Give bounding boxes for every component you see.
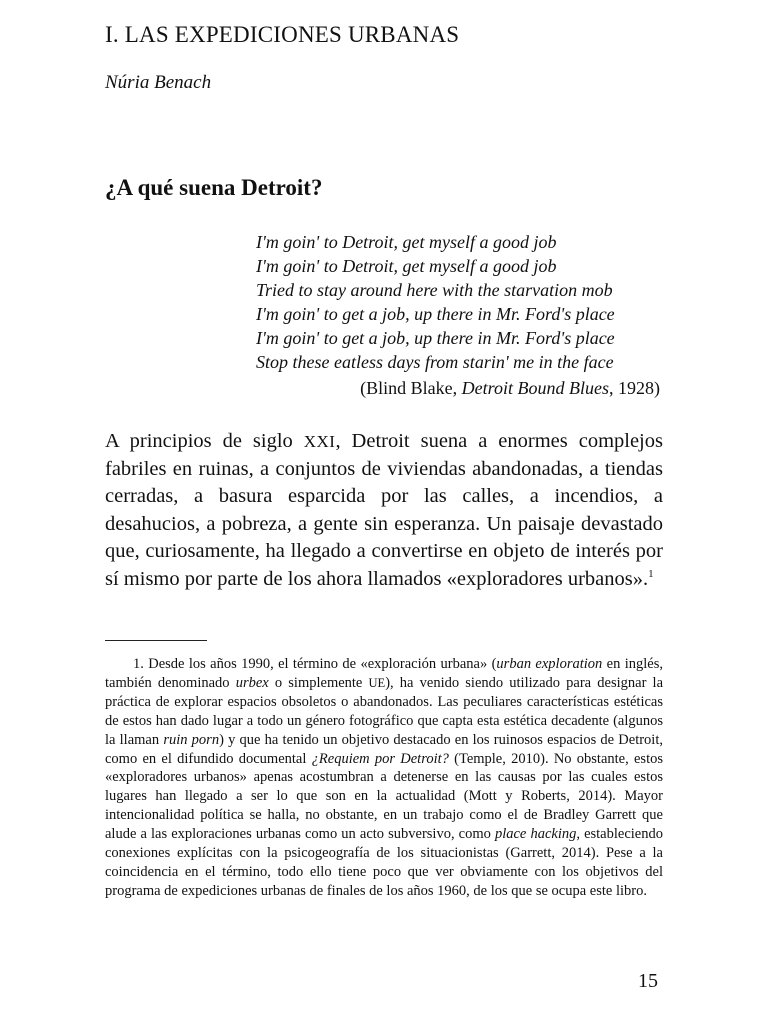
footnote-text: en inglés, también denominado	[105, 656, 663, 691]
epigraph-line: Stop these eatless days from starin' me in the face	[256, 352, 614, 372]
footnote-text: ), ha venido siendo utilizado para designar la práctica de explorar espacios obsoletos o abandonados. Las peculiares características estéticas de estos han dado lugar a todo un género fotográfico que capta esta estética decadente (algunos la llaman	[105, 674, 664, 748]
epigraph-source-work: Detroit Bound Blues	[461, 378, 609, 398]
epigraph-line: Tried to stay around here with the starvation mob	[256, 280, 613, 300]
footnote-text: , estableciendo conexiones explícitas con la psicogeografía de los situacionistas (Garrett, 2014). Pese a la coincidencia en el término, todo ello tiene poco que ver obviamente con los objetivos del programa de expediciones urbanas de finales de los años 1960, de los que se ocupa este libro.	[105, 826, 663, 899]
footnote-italic: urbex	[235, 674, 269, 691]
footnote	[105, 655, 663, 901]
epigraph-source-open: (Blind Blake,	[360, 378, 462, 398]
footnote-divider	[105, 640, 207, 641]
epigraph-line: I'm goin' to Detroit, get myself a good job	[256, 232, 557, 252]
footnote-italic: ruin porn	[163, 731, 220, 748]
footnote-text: (Temple, 2010). No obstante, estos «exploradores urbanos» apenas acostumbran a detenerse en las causas por las cuales estos lugares han llegado a ser lo que son en la actualidad (Mott y Roberts, 2014). Mayor intencionalidad política se halla, no obstante, en un trabajo como el de Bradley Garrett que alude a las exploraciones urbanas como un acto subversivo, como	[105, 750, 663, 843]
footnote-text: ) y que ha tenido un objetivo destacado en los ruinosos espacios de Detroit, como en el difundido documental	[105, 731, 663, 767]
body-text-start: A principios de siglo	[105, 430, 304, 452]
footnote-italic: place hacking	[494, 826, 577, 843]
epigraph-line: I'm goin' to get a job, up there in Mr. Ford's place	[256, 304, 615, 324]
footnote-marker: 1	[648, 567, 654, 580]
footnote-text: o simplemente	[268, 674, 369, 691]
section-heading: ¿A qué suena Detroit?	[105, 175, 323, 200]
page-number: 15	[638, 970, 658, 992]
chapter-title: I. LAS EXPEDICIONES URBANAS	[105, 22, 460, 47]
footnote-text: 1. Desde los años 1990, el término de «exploración urbana» (	[133, 656, 497, 672]
footnote-italic: urban exploration	[496, 656, 603, 672]
epigraph-source-close: , 1928)	[609, 378, 660, 398]
body-text-rest: , Detroit suena a enormes complejos fabriles en ruinas, a conjuntos de viviendas abandonadas, a tiendas cerradas, a basura esparcida por las calles, a incendios, a desahucios, a pobreza, a gente sin esperanza. Un paisaje devastado que, curiosamente, ha llegado a convertirse en objeto de interés por sí mismo por parte de los ahora llamados «exploradores urbanos».	[105, 430, 663, 590]
footnote-abbreviation: UE	[368, 675, 386, 690]
century-numeral: XXI	[303, 432, 336, 451]
epigraph-source	[105, 378, 660, 399]
epigraph-line: I'm goin' to get a job, up there in Mr. Ford's place	[256, 328, 615, 348]
epigraph-line: I'm goin' to Detroit, get myself a good job	[256, 256, 557, 276]
chapter-author: Núria Benach	[105, 72, 212, 93]
epigraph	[256, 230, 666, 374]
footnote-italic: ¿Requiem por Detroit?	[311, 750, 449, 767]
body-paragraph	[105, 428, 663, 594]
